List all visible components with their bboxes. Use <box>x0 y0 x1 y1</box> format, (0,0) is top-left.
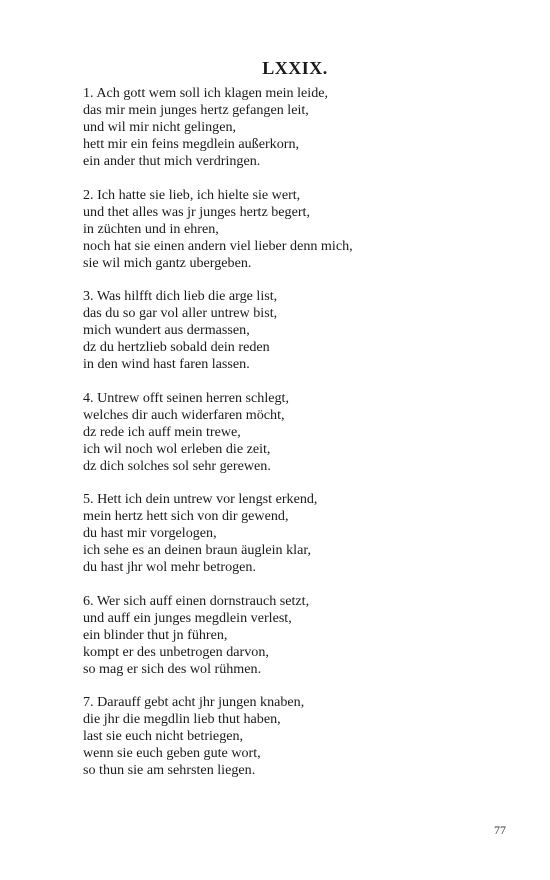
stanza-line: du hast mir vorgelogen, <box>83 525 217 541</box>
stanza-line: die jhr die megdlin lieb thut haben, <box>83 711 281 727</box>
stanza-6 <box>83 593 503 678</box>
stanza-line: sie wil mich gantz ubergeben. <box>83 254 252 271</box>
stanza-2 <box>83 187 503 272</box>
page-number: 77 <box>494 823 506 837</box>
stanza-3 <box>83 288 503 373</box>
stanza-line: ein ander thut mich verdringen. <box>83 153 261 169</box>
stanza-line: 7. Darauff gebt acht jhr jungen knaben, <box>83 694 305 710</box>
stanza-line: ich sehe es an deinen braun äuglein klar, <box>83 542 311 558</box>
stanza-line: du hast jhr wol mehr betrogen. <box>83 559 256 575</box>
stanza-line: last sie euch nicht betriegen, <box>83 728 244 744</box>
stanza-line: das mir mein junges hertz gefangen leit, <box>83 102 309 118</box>
stanza-line: 1. Ach gott wem soll ich klagen mein leide, <box>83 85 329 101</box>
stanza-line: dz rede ich auff mein trewe, <box>83 423 241 440</box>
stanza-line: und thet alles was jr junges hertz begert, <box>83 203 310 220</box>
stanza-line: ich wil noch wol erleben die zeit, <box>83 440 271 457</box>
stanza-line: 4. Untrew offt seinen herren schlegt, <box>83 389 289 406</box>
stanza-line: hett mir ein feins megdlein außerkorn, <box>83 136 300 152</box>
stanza-5 <box>83 491 503 576</box>
stanza-line: noch hat sie einen andern viel lieber denn mich, <box>83 237 353 254</box>
stanza-line: dz dich solches sol sehr gerewen. <box>83 457 271 474</box>
stanza-line: und wil mir nicht gelingen, <box>83 119 237 135</box>
stanza-4 <box>83 390 503 475</box>
stanza-line: so thun sie am sehrsten liegen. <box>83 762 256 778</box>
stanza-line: 5. Hett ich dein untrew vor lengst erkend, <box>83 491 318 507</box>
stanza-line: so mag er sich des wol rühmen. <box>83 660 262 677</box>
stanza-line: ein blinder thut jn führen, <box>83 626 228 643</box>
stanza-line: kompt er des unbetrogen darvon, <box>83 643 269 660</box>
stanza-line: und auff ein junges megdlein verlest, <box>83 609 292 626</box>
stanza-line: mich wundert aus dermassen, <box>83 322 250 338</box>
stanza-7 <box>83 694 503 779</box>
stanza-line: 6. Wer sich auff einen dornstrauch setzt, <box>83 592 310 609</box>
stanza-line: in züchten und in ehren, <box>83 220 219 237</box>
stanza-line: wenn sie euch geben gute wort, <box>83 745 261 761</box>
poem-title: LXXIX. <box>262 58 328 78</box>
stanza-line: in den wind hast faren lassen. <box>83 356 250 372</box>
poem-body <box>83 85 503 796</box>
stanza-line: welches dir auch widerfaren möcht, <box>83 406 285 423</box>
stanza-line: mein hertz hett sich von dir gewend, <box>83 508 289 524</box>
stanza-1 <box>83 85 503 170</box>
stanza-line: dz du hertzlieb sobald dein reden <box>83 339 270 355</box>
stanza-line: 3. Was hilfft dich lieb die arge list, <box>83 288 278 304</box>
stanza-line: 2. Ich hatte sie lieb, ich hielte sie wert, <box>83 186 301 203</box>
stanza-line: das du so gar vol aller untrew bist, <box>83 305 278 321</box>
